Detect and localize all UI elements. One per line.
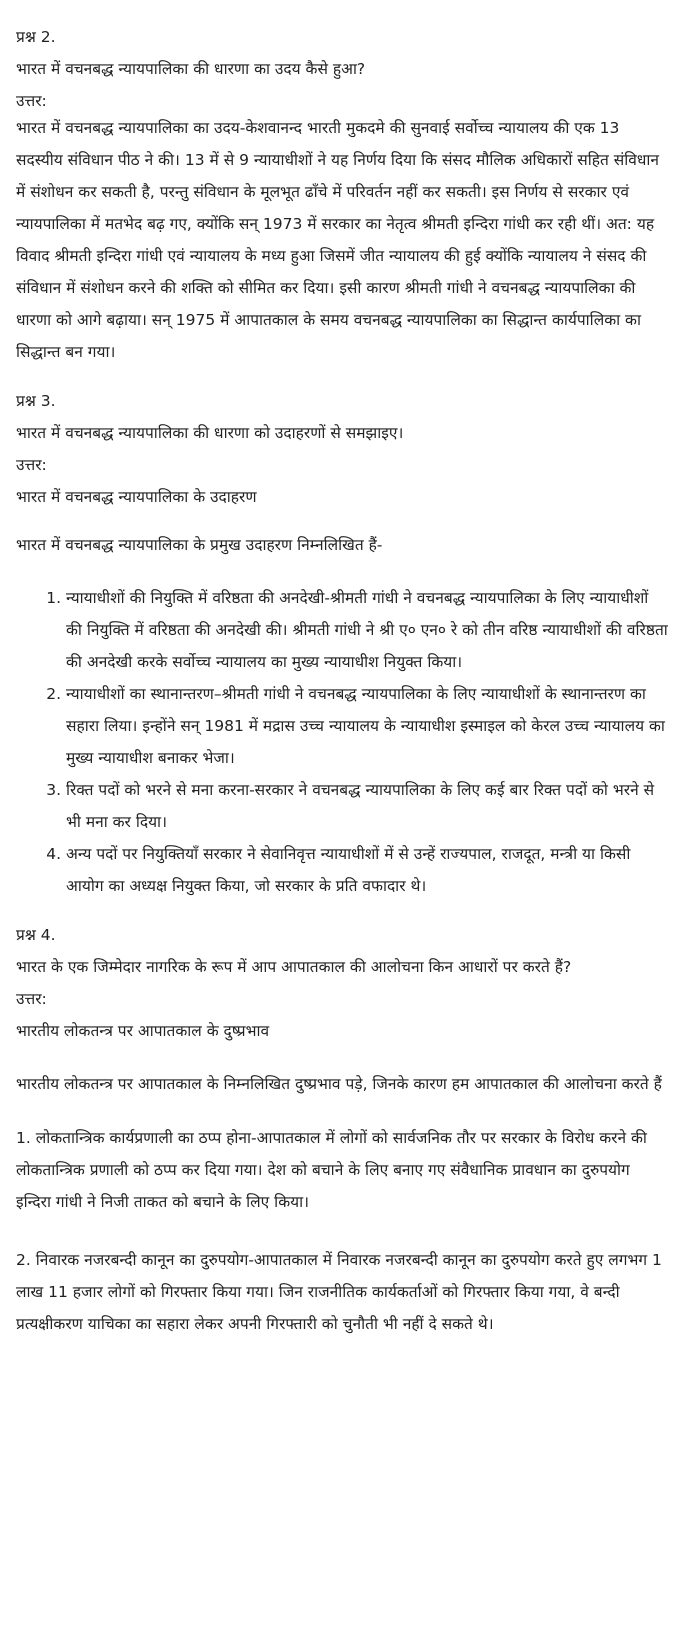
list-item: 2. न्यायाधीशों का स्थानान्तरण–श्रीमती गांधी ने वचनबद्ध न्यायपालिका के लिए न्यायाधीशों के स्थानान्तरण का सहारा लिया। इन्होंने सन् 1981 में मद्रास उच्च न्यायालय के न्यायाधीश इस्माइल को केरल उच्च न्यायालय का मुख्य न्यायाधीश बनाकर भेजा। [66,678,669,774]
question-3 [16,390,669,902]
question-label: प्रश्न 4. [16,926,56,944]
list-item: 1. लोकतान्त्रिक कार्यप्रणाली का ठप्प होना-आपातकाल में लोगों को सार्वजनिक तौर पर सरकार के विरोध करने की लोकतान्त्रिक प्रणाली को ठप्प कर दिया गया। देश को बचाने के लिए बनाए गए संवैधानिक प्रावधान का दुरुपयोग इन्दिरा गांधी ने निजी ताकत को बचाने के लिए किया। [16,1129,647,1211]
question-label: प्रश्न 2. [16,28,56,46]
answer-heading: भारत में वचनबद्ध न्यायपालिका के उदाहरण [16,488,257,506]
answer-label: उत्तर: [16,990,47,1008]
question-text: भारत में वचनबद्ध न्यायपालिका की धारणा का उदय कैसे हुआ? [16,60,366,78]
list-item: 4. अन्य पदों पर नियुक्तियाँ सरकार ने सेवानिवृत्त न्यायाधीशों में से उन्हें राज्यपाल, राजदूत, मन्त्री या किसी आयोग का अध्यक्ष नियुक्त किया, जो सरकार के प्रति वफादार थे। [66,838,669,902]
answer-label: उत्तर: [16,456,47,474]
list-item: 2. निवारक नजरबन्दी कानून का दुरुपयोग-आपातकाल में निवारक नजरबन्दी कानून का दुरुपयोग करते हुए लगभग 1 लाख 11 हजार लोगों को गिरफ्तार किया गया। जिन राजनीतिक कार्यकर्ताओं को गिरफ्तार किया गया, वे बन्दी प्रत्यक्षीकरण याचिका का सहारा लेकर अपनी गिरफ्तारी को चुनौती भी नहीं दे सकते थे। [16,1251,662,1333]
answer-intro: भारत में वचनबद्ध न्यायपालिका के प्रमुख उदाहरण निम्नलिखित हैं- [16,536,383,554]
question-4 [16,924,669,1340]
question-text: भारत में वचनबद्ध न्यायपालिका की धारणा को उदाहरणों से समझाइए। [16,424,404,442]
answer-paragraph: भारत में वचनबद्ध न्यायपालिका का उदय-केशवानन्द भारती मुकदमे की सुनवाई सर्वोच्च न्यायालय की एक 13 सदस्यीय संविधान पीठ ने की। 13 में से 9 न्यायाधीशों ने यह निर्णय दिया कि संसद मौलिक अधिकारों सहित संविधान में संशोधन कर सकती है, परन्तु संविधान के मूलभूत ढाँचे में परिवर्तन नहीं कर सकती। इस निर्णय से सरकार एवं न्यायपालिका में मतभेद बढ़ गए, क्योंकि सन् 1973 में सरकार का नेतृत्व श्रीमती इन्दिरा गांधी कर रही थीं। अत: यह विवाद श्रीमती इन्दिरा गांधी एवं न्यायालय के मध्य हुआ जिसमें जीत न्यायालय की हुई क्योंकि न्यायालय ने संसद की संविधान में संशोधन करने की शक्ति को सीमित कर दिया। इसी कारण श्रीमती गांधी ने वचनबद्ध न्यायपालिका की धारणा को आगे बढ़ाया। सन् 1975 में आपातकाल के समय वचनबद्ध न्यायपालिका का सिद्धान्त कार्यपालिका का सिद्धान्त बन गया। [16,119,660,361]
list-item: 1. न्यायाधीशों की नियुक्ति में वरिष्ठता की अनदेखी-श्रीमती गांधी ने वचनबद्ध न्यायपालिका के लिए न्यायाधीशों की नियुक्ति में वरिष्ठता की अनदेखी की। श्रीमती गांधी ने श्री ए० एन० रे को तीन वरिष्ठ न्यायाधीशों की वरिष्ठता की अनदेखी करके सर्वोच्च न्यायालय का मुख्य न्यायाधीश नियुक्त किया। [66,582,669,678]
question-label: प्रश्न 3. [16,392,56,410]
question-2 [16,26,669,368]
answer-label: उत्तर: [16,92,47,110]
question-text: भारत के एक जिम्मेदार नागरिक के रूप में आप आपातकाल की आलोचना किन आधारों पर करते हैं? [16,958,572,976]
answer-heading: भारतीय लोकतन्त्र पर आपातकाल के दुष्प्रभाव [16,1022,270,1040]
examples-list [16,582,669,902]
answer-intro: भारतीय लोकतन्त्र पर आपातकाल के निम्नलिखित दुष्प्रभाव पड़े, जिनके कारण हम आपातकाल की आलोचना करते हैं [16,1075,662,1093]
list-item: 3. रिक्त पदों को भरने से मना करना-सरकार ने वचनबद्ध न्यायपालिका के लिए कई बार रिक्त पदों को भरने से भी मना कर दिया। [66,774,669,838]
